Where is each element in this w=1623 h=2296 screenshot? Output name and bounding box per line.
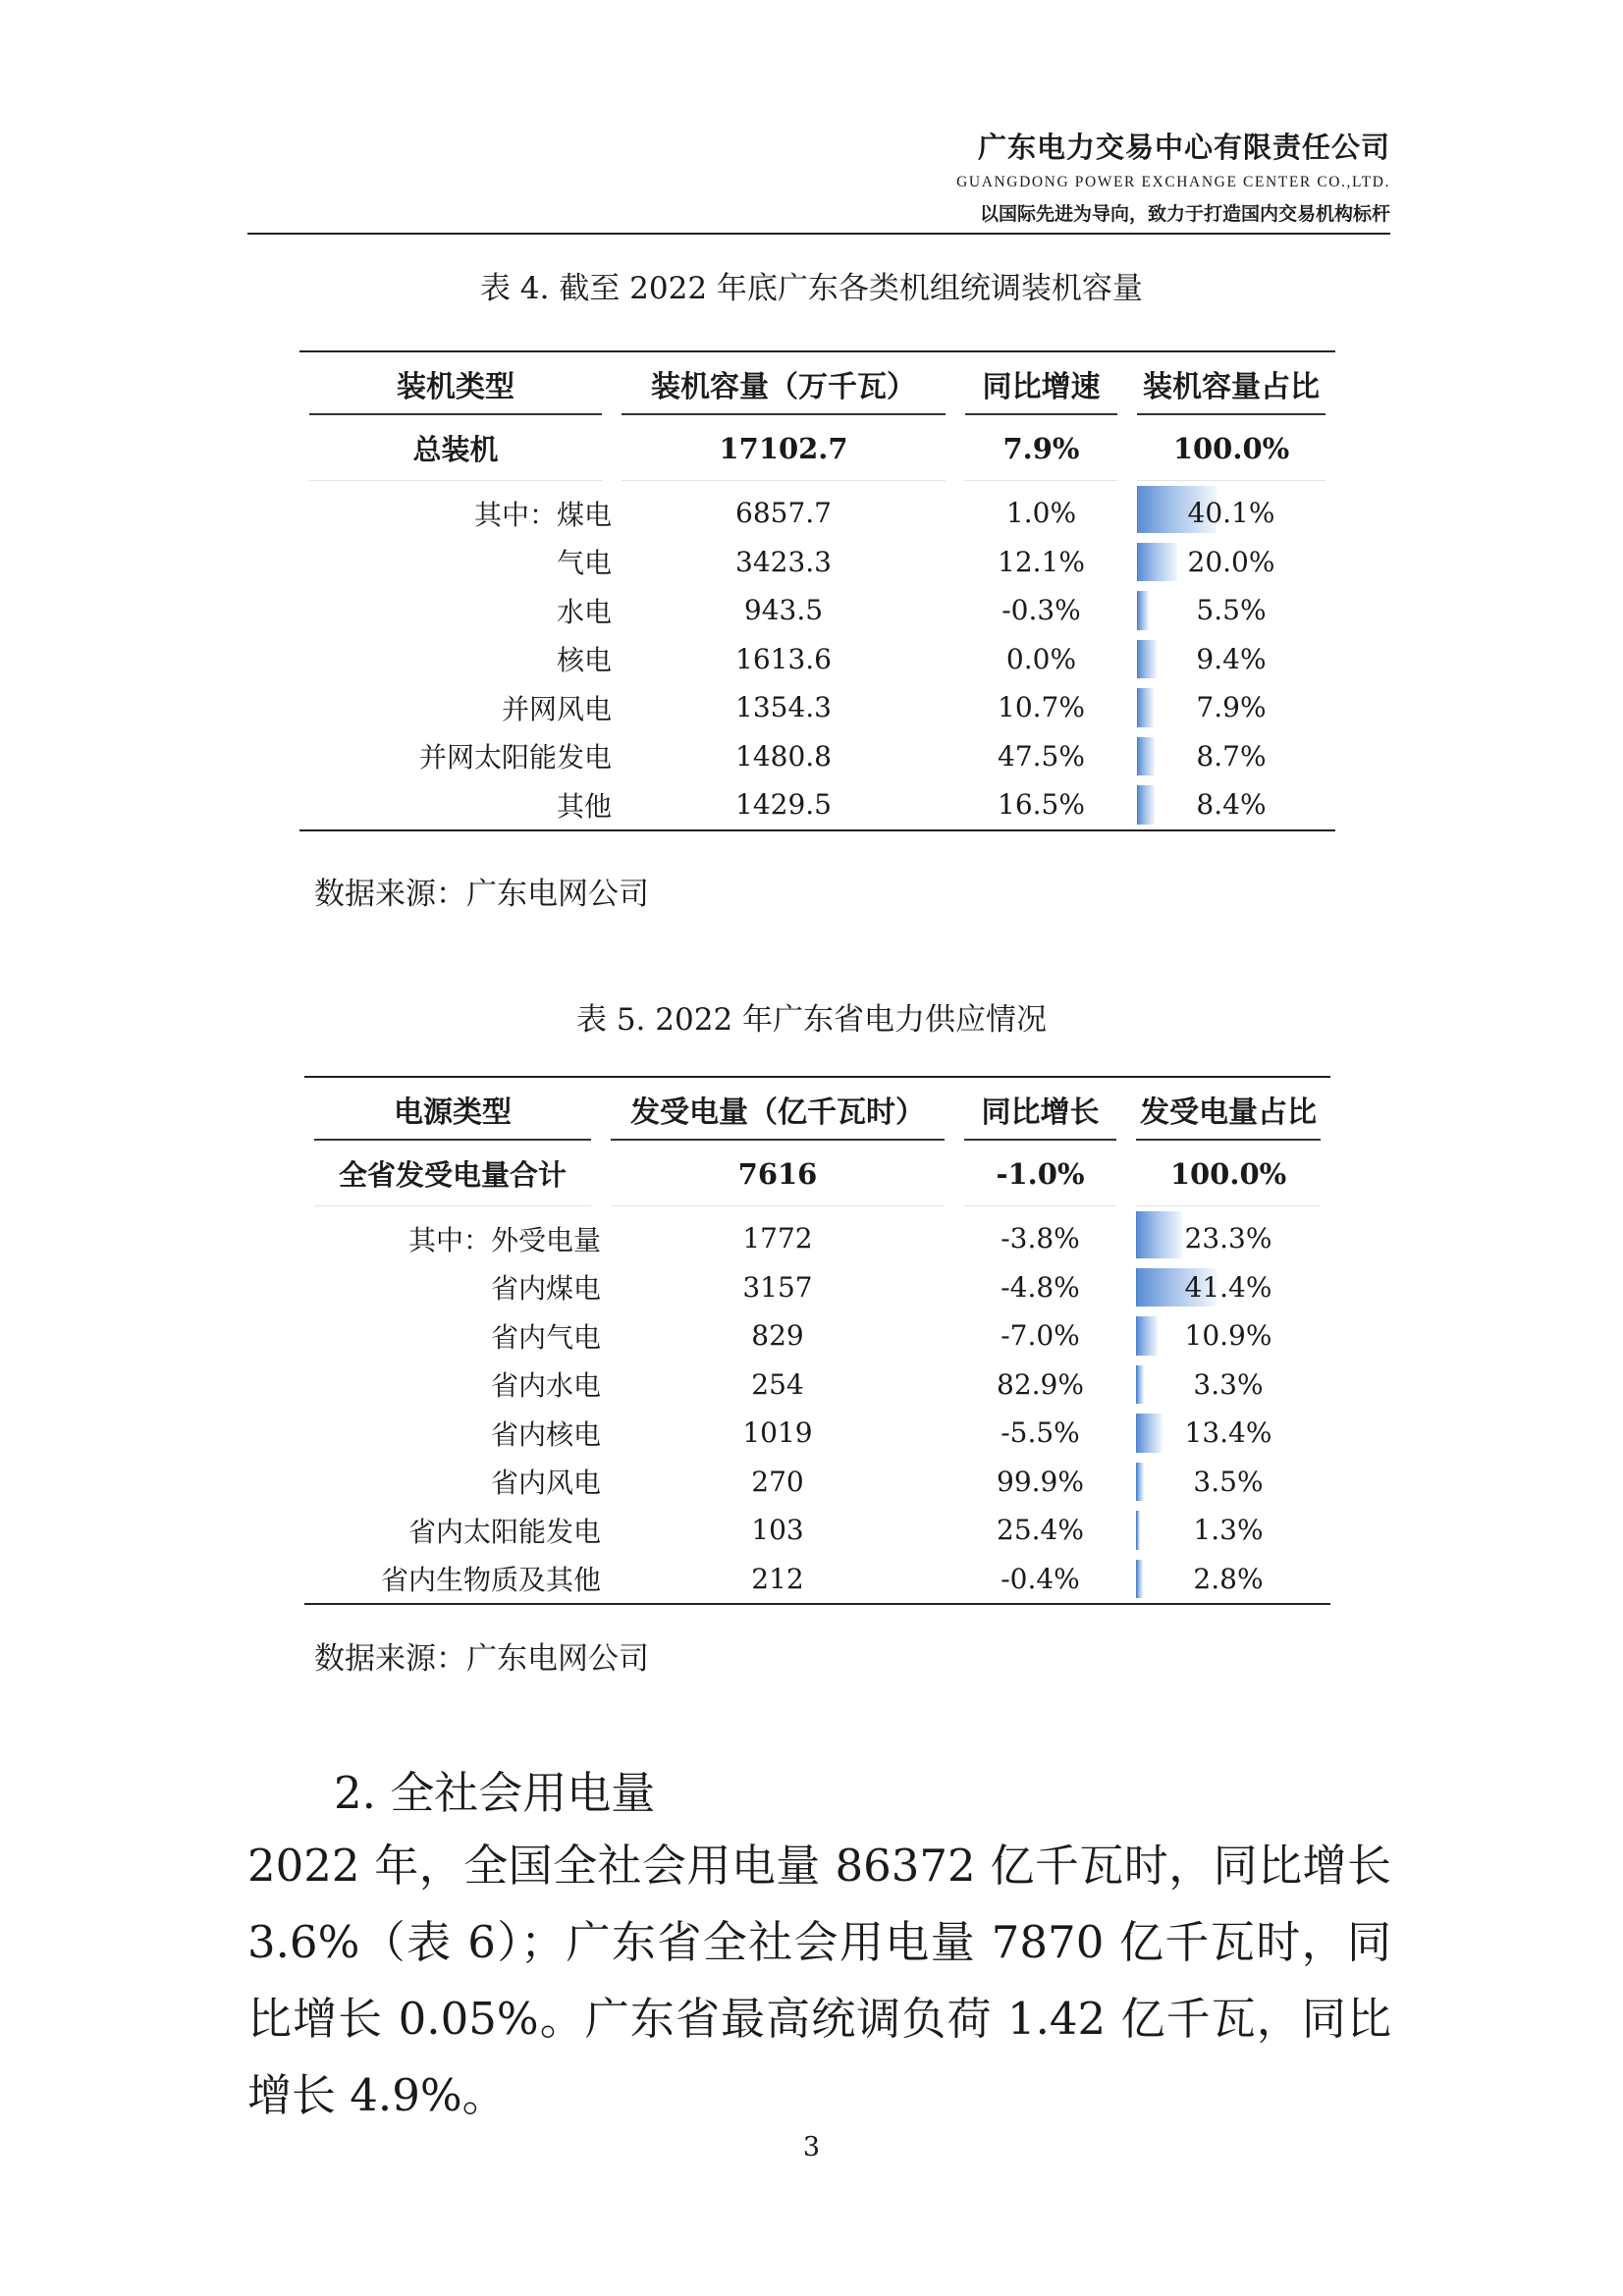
table5-row bbox=[304, 1206, 1330, 1263]
table4-row-growth: 47.5% bbox=[998, 739, 1085, 773]
table5-row-share bbox=[1126, 1361, 1330, 1410]
table4-row-name: 核电 bbox=[556, 644, 612, 677]
table4-row bbox=[299, 481, 1335, 538]
table4-header-share: 装机容量占比 bbox=[1127, 351, 1335, 415]
table4-total-growth: 7.9% bbox=[955, 415, 1127, 481]
table5-header-growth: 同比增长 bbox=[954, 1077, 1126, 1141]
table4-row bbox=[299, 683, 1335, 732]
table5-caption: 表 5. 2022 年广东省电力供应情况 bbox=[575, 1002, 1048, 1038]
table5-row-value: 1772 bbox=[742, 1222, 813, 1255]
table5-row-name: 省内太阳能发电 bbox=[407, 1515, 601, 1548]
table4-source: 数据来源：广东电网公司 bbox=[314, 877, 649, 912]
table5-row-growth: 82.9% bbox=[997, 1367, 1084, 1401]
table5-row-growth: -4.8% bbox=[1001, 1270, 1080, 1304]
share-value: 41.4% bbox=[1184, 1270, 1272, 1304]
table4 bbox=[299, 350, 1335, 831]
company-slogan: 以国际先进为导向，致力于打造国内交易机构标杆 bbox=[979, 203, 1390, 225]
table4-total-row bbox=[299, 415, 1335, 481]
share-value: 7.9% bbox=[1196, 691, 1267, 724]
section-heading: 2. 全社会用电量 bbox=[334, 1767, 656, 1819]
table4-row-growth: -0.3% bbox=[1001, 594, 1081, 627]
table5-row-value: 1019 bbox=[742, 1416, 813, 1450]
table5-row-name: 省内核电 bbox=[490, 1417, 601, 1451]
share-bar bbox=[1137, 737, 1155, 776]
table4-row bbox=[299, 538, 1335, 587]
table5-row-growth: 99.9% bbox=[997, 1465, 1084, 1498]
table5-row-share bbox=[1126, 1555, 1330, 1605]
table4-total-name: 总装机 bbox=[299, 415, 612, 481]
table4-row-value: 1480.8 bbox=[735, 739, 832, 773]
table5-row-growth: -0.4% bbox=[954, 1555, 1126, 1605]
table5-row-growth: -3.8% bbox=[1001, 1222, 1080, 1255]
table5-header-share: 发受电量占比 bbox=[1126, 1077, 1330, 1141]
table5-row-share bbox=[1126, 1409, 1330, 1458]
table5-header-energy: 发受电量（亿千瓦时） bbox=[601, 1077, 954, 1141]
share-value: 13.4% bbox=[1184, 1416, 1272, 1450]
share-value: 20.0% bbox=[1187, 545, 1275, 578]
table4-row-name: 气电 bbox=[556, 547, 612, 580]
table5-row bbox=[304, 1263, 1330, 1312]
table4-total-share: 100.0% bbox=[1127, 415, 1335, 481]
share-bar bbox=[1136, 1511, 1140, 1550]
table4-row-name: 其中：煤电 bbox=[473, 498, 612, 531]
table5-row-growth: 25.4% bbox=[997, 1514, 1084, 1547]
table4-row-share bbox=[1127, 732, 1335, 781]
share-value: 9.4% bbox=[1196, 642, 1267, 675]
table4-row-growth: 16.5% bbox=[955, 780, 1127, 830]
table5-row-name: 省内生物质及其他 bbox=[304, 1555, 601, 1605]
table4-row-growth: 0.0% bbox=[1005, 642, 1077, 675]
table4-header-growth: 同比增速 bbox=[955, 351, 1127, 415]
table4-caption: 表 4. 截至 2022 年底广东各类机组统调装机容量 bbox=[480, 271, 1143, 306]
table4-total-value: 17102.7 bbox=[612, 415, 955, 481]
share-value: 8.4% bbox=[1196, 788, 1267, 822]
table4-row bbox=[299, 586, 1335, 635]
table5-header-row bbox=[304, 1077, 1330, 1141]
share-bar bbox=[1136, 1463, 1144, 1502]
table5-row bbox=[304, 1409, 1330, 1458]
share-value: 8.7% bbox=[1196, 739, 1267, 773]
table5-row-value: 270 bbox=[751, 1465, 804, 1498]
table5-row-name: 省内风电 bbox=[490, 1467, 601, 1500]
table5-header-type: 电源类型 bbox=[304, 1077, 601, 1141]
share-bar bbox=[1136, 1414, 1163, 1453]
table5-row-growth: -5.5% bbox=[1001, 1416, 1080, 1450]
table5-row-name: 省内煤电 bbox=[490, 1272, 601, 1306]
share-value: 2.8% bbox=[1193, 1562, 1264, 1595]
table4-row-name: 水电 bbox=[556, 595, 612, 628]
table5-row-value: 3157 bbox=[742, 1270, 813, 1304]
table4-row-share bbox=[1127, 683, 1335, 732]
table4-row bbox=[299, 635, 1335, 684]
table5-row-name: 省内水电 bbox=[490, 1369, 601, 1403]
table4-row bbox=[299, 780, 1335, 830]
table4-row-share bbox=[1127, 780, 1335, 830]
table4-row-growth: 12.1% bbox=[998, 545, 1085, 578]
table5-row-value: 829 bbox=[751, 1319, 804, 1353]
table5-total-row bbox=[304, 1141, 1330, 1206]
page-number: 3 bbox=[802, 2132, 821, 2163]
table4-row-growth: 10.7% bbox=[998, 691, 1085, 724]
table5-row-growth: -7.0% bbox=[1001, 1319, 1080, 1353]
header-divider bbox=[247, 233, 1390, 235]
table5-row bbox=[304, 1555, 1330, 1605]
table4-row-name: 其他 bbox=[299, 780, 612, 830]
table5-row-name: 其中：外受电量 bbox=[407, 1223, 601, 1256]
share-value: 10.9% bbox=[1184, 1319, 1272, 1353]
table5-row-value: 254 bbox=[751, 1367, 804, 1401]
table4-row-share bbox=[1127, 481, 1335, 538]
table4-row bbox=[299, 732, 1335, 781]
share-value: 1.3% bbox=[1193, 1514, 1264, 1547]
section-paragraph: 2022 年，全国全社会用电量 86372 亿千瓦时，同比增长 3.6%（表 6）；广东省全社会用电量 7870 亿千瓦时，同比增长 0.05%。广东省最高统调负荷 1.42 亿千瓦，同比增长 4.9%。 bbox=[247, 1840, 1391, 2121]
table5-total-value: 7616 bbox=[601, 1141, 954, 1206]
share-value: 3.5% bbox=[1193, 1465, 1264, 1498]
table5-row bbox=[304, 1506, 1330, 1555]
share-bar bbox=[1136, 1560, 1143, 1599]
table5-total-share: 100.0% bbox=[1126, 1141, 1330, 1206]
table5-row-share bbox=[1126, 1206, 1330, 1263]
share-bar bbox=[1137, 688, 1154, 727]
table5-row bbox=[304, 1361, 1330, 1410]
table5-row bbox=[304, 1311, 1330, 1361]
table4-row-value: 943.5 bbox=[743, 594, 824, 627]
table5-row-share bbox=[1126, 1263, 1330, 1312]
table4-row-name: 并网太阳能发电 bbox=[418, 741, 612, 774]
table4-row-value: 3423.3 bbox=[735, 545, 832, 578]
table4-row-share bbox=[1127, 586, 1335, 635]
table4-row-share bbox=[1127, 538, 1335, 587]
table5-total-name: 全省发受电量合计 bbox=[304, 1141, 601, 1206]
share-value: 5.5% bbox=[1196, 594, 1267, 627]
share-value: 23.3% bbox=[1184, 1222, 1272, 1255]
share-bar bbox=[1137, 785, 1155, 825]
table4-row-value: 1354.3 bbox=[735, 691, 832, 724]
share-value: 40.1% bbox=[1187, 497, 1275, 530]
share-bar bbox=[1137, 640, 1157, 679]
company-name-cn: 广东电力交易中心有限责任公司 bbox=[977, 131, 1390, 164]
share-bar bbox=[1137, 591, 1149, 630]
table5-row-value: 212 bbox=[601, 1555, 954, 1605]
table5-row-share bbox=[1126, 1458, 1330, 1507]
table4-header-row bbox=[299, 351, 1335, 415]
table5 bbox=[304, 1076, 1330, 1605]
table4-row-name: 并网风电 bbox=[501, 692, 612, 725]
table4-row-share bbox=[1127, 635, 1335, 684]
company-name-en: GUANGDONG POWER EXCHANGE CENTER CO.,LTD. bbox=[956, 174, 1390, 190]
share-bar bbox=[1136, 1211, 1182, 1258]
table5-row-name: 省内气电 bbox=[490, 1320, 601, 1354]
share-bar bbox=[1136, 1365, 1144, 1405]
table4-row-value: 6857.7 bbox=[735, 497, 832, 530]
table5-row bbox=[304, 1458, 1330, 1507]
table4-header-type: 装机类型 bbox=[299, 351, 612, 415]
table4-row-value: 1429.5 bbox=[612, 780, 955, 830]
table4-row-growth: 1.0% bbox=[1005, 497, 1077, 530]
share-bar bbox=[1137, 543, 1177, 582]
table5-source: 数据来源：广东电网公司 bbox=[314, 1641, 649, 1677]
table5-total-growth: -1.0% bbox=[954, 1141, 1126, 1206]
table4-row-value: 1613.6 bbox=[735, 642, 832, 675]
share-bar bbox=[1136, 1316, 1158, 1356]
share-value: 3.3% bbox=[1193, 1367, 1264, 1401]
table5-row-share bbox=[1126, 1506, 1330, 1555]
table4-header-capacity: 装机容量（万千瓦） bbox=[612, 351, 955, 415]
table5-row-value: 103 bbox=[751, 1514, 804, 1547]
table5-row-share bbox=[1126, 1311, 1330, 1361]
